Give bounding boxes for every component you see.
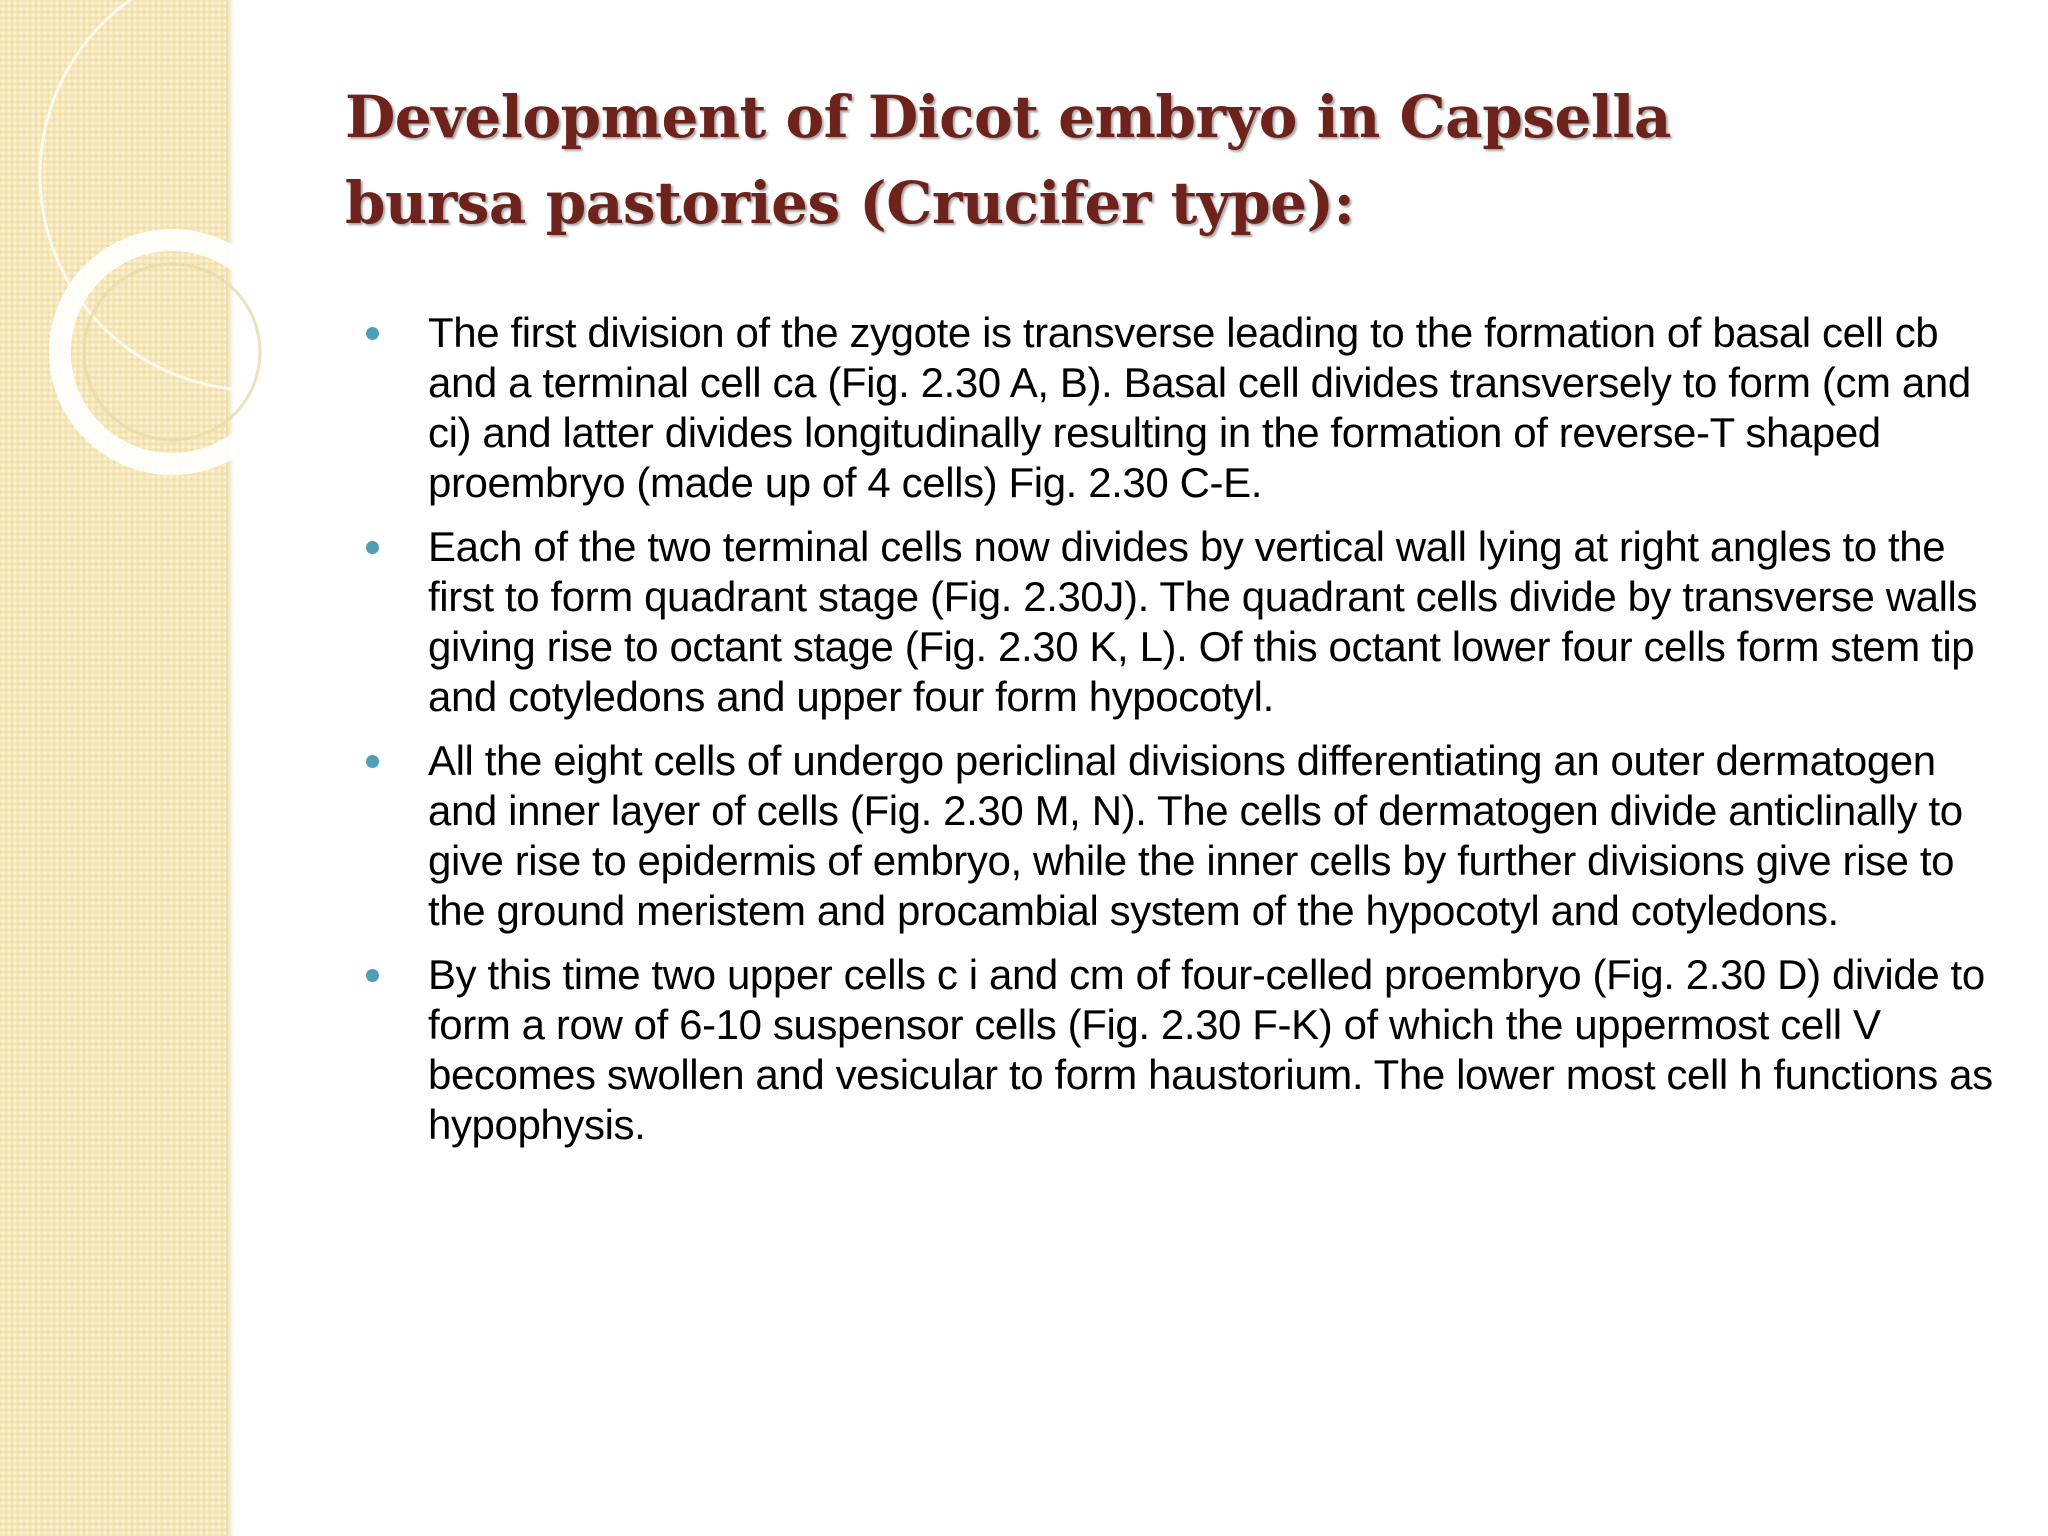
decorative-band-edge — [226, 0, 234, 1536]
slide-title — [345, 74, 1945, 246]
bullet-text-3: All the eight cells of undergo periclinal divisions differentiating an outer dermatogen and inner layer of cells (Fig. 2.30 M, N). The cells of dermatogen divide anticlinally to give rise to epidermis of embryo, while the inner cells by further divisions give rise to the ground meristem and procambial system of the hypocotyl and cotyledons. — [428, 737, 1963, 934]
bullet-dot-icon — [366, 755, 379, 768]
bullet-dot-icon — [366, 969, 379, 982]
bullet-list — [360, 308, 2000, 1164]
bullet-item-2 — [360, 522, 2000, 722]
bullet-item-3 — [360, 736, 2000, 936]
slide-title-line-1: Development of Dicot embryo in Capsella — [345, 83, 1671, 151]
bullet-text-4: By this time two upper cells c i and cm of four-celled proembryo (Fig. 2.30 D) divide to form a row of 6-10 suspensor cells (Fig. 2.30 F-K) of which the uppermost cell V becomes swollen and vesicular to form haustorium. The lower most cell h functions as hypophysis. — [428, 951, 1993, 1148]
bullet-item-4 — [360, 950, 2000, 1150]
bullet-dot-icon — [366, 541, 379, 554]
bullet-dot-icon — [366, 327, 379, 340]
bullet-text-2: Each of the two terminal cells now divides by vertical wall lying at right angles to the first to form quadrant stage (Fig. 2.30J). The quadrant cells divide by transverse walls giving rise to octant stage (Fig. 2.30 K, L). Of this octant lower four cells form stem tip and cotyledons and upper four form hypocotyl. — [428, 523, 1978, 720]
decorative-left-band — [0, 0, 230, 1536]
bullet-text-1: The first division of the zygote is transverse leading to the formation of basal cell cb and a terminal cell ca (Fig. 2.30 A, B). Basal cell divides transversely to form (cm and ci) and latter divides longitudinally resulting in the formation of reverse-T shaped proembryo (made up of 4 cells) Fig. 2.30 C-E. — [428, 309, 1971, 506]
slide-title-line-2: bursa pastories (Crucifer type): — [345, 169, 1355, 237]
bullet-item-1 — [360, 308, 2000, 508]
